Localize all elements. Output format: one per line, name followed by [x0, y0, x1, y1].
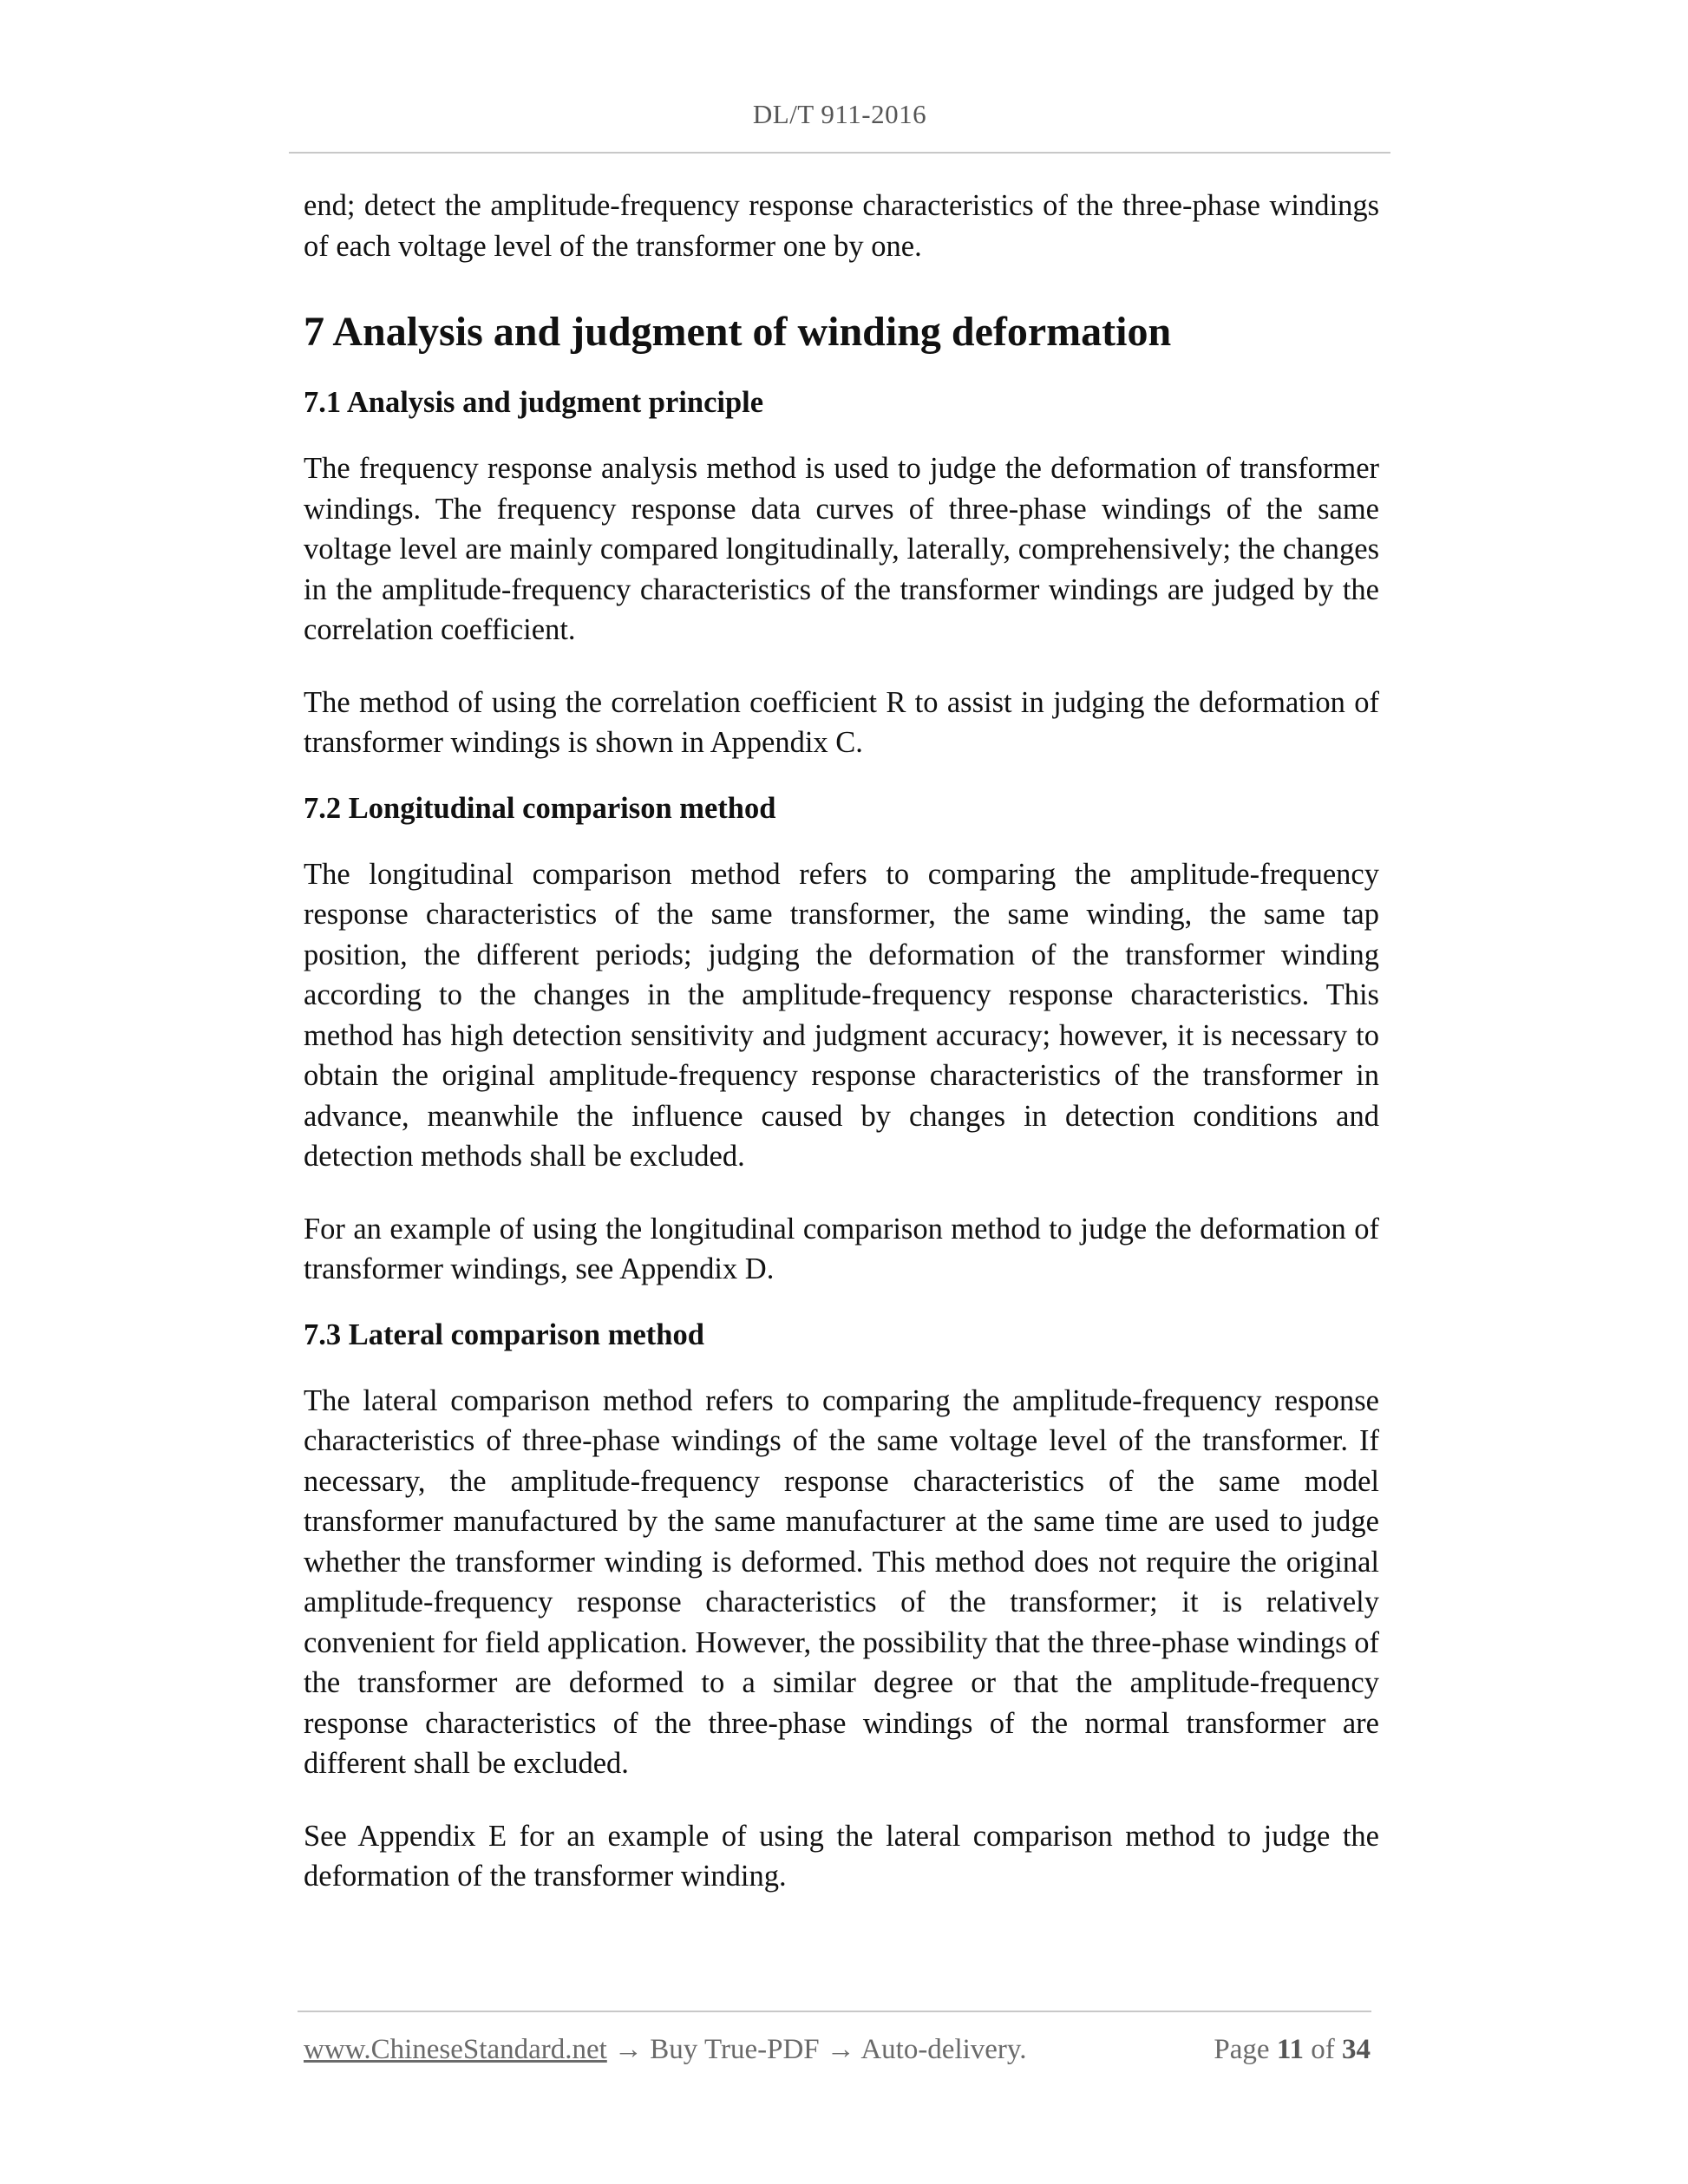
section-7-2-paragraph-2: For an example of using the longitudinal comparison method to judge the deformation of transformer windings, see Appendix D. [304, 1212, 1379, 1285]
arrow-right-icon: → [614, 2034, 644, 2065]
total-pages-number: 34 [1342, 2034, 1371, 2065]
section-7-3-paragraph-1: The lateral comparison method refers to comparing the amplitude-frequency response characteristics of three-phase windings of the same voltage level of the transformer. If necessary, the amplitude-frequency response characteristics of the same model transformer manufactured by the same manufacturer at the same time are used to judge whether the transformer winding is deformed. This method does not require the original amplitude-frequency response characteristics of the transformer; it is relatively convenient for field application. However, the possibility that the three-phase windings of the transformer are deformed to a similar degree or that the amplitude-frequency response characteristics of the three-phase windings of the normal transformer are different shall be excluded. [304, 1383, 1379, 1780]
section-7-3-heading: 7.3 Lateral comparison method [304, 1318, 704, 1351]
current-page-number: 11 [1276, 2034, 1304, 2065]
page-number-indicator [1214, 2031, 1371, 2068]
section-7-1-heading: 7.1 Analysis and judgment principle [304, 386, 764, 419]
page-content [304, 186, 1379, 1897]
header-divider [289, 152, 1390, 154]
of-label: of [1311, 2034, 1335, 2065]
section-7-heading: 7 Analysis and judgment of winding deformation [304, 309, 1172, 355]
footer-left [304, 2031, 1027, 2068]
site-link[interactable]: www.ChineseStandard.net [304, 2034, 607, 2065]
section-7-1-paragraph-2: The method of using the correlation coefficient R to assist in judging the deformation of transformer windings is shown in Appendix C. [304, 685, 1379, 759]
page-label: Page [1214, 2034, 1270, 2065]
continuation-paragraph: end; detect the amplitude-frequency response characteristics of the three-phase windings of each voltage level of the transformer one by one. [304, 189, 1379, 263]
arrow-right-icon: → [826, 2034, 855, 2065]
section-7-2-heading: 7.2 Longitudinal comparison method [304, 791, 776, 825]
buy-pdf-text: Buy True-PDF [650, 2034, 820, 2065]
section-7-3-paragraph-2: See Appendix E for an example of using the lateral comparison method to judge the deformation of the transformer winding. [304, 1819, 1379, 1893]
auto-delivery-text: Auto-delivery. [860, 2034, 1027, 2065]
section-7-1-paragraph-1: The frequency response analysis method is used to judge the deformation of transformer windings. The frequency response data curves of three-phase windings of the same voltage level are mainly compared longitudinally, laterally, comprehensively; the changes in the amplitude-frequency characteristics of the transformer windings are judged by the correlation coefficient. [304, 452, 1379, 646]
footer-divider [298, 2011, 1371, 2012]
doc-code: DL/T 911-2016 [752, 99, 927, 129]
document-header [289, 99, 1390, 130]
section-7-2-paragraph-1: The longitudinal comparison method refers to comparing the amplitude-frequency response characteristics of the same transformer, the same winding, the same tap position, the different periods; judging the deformation of the transformer winding according to the changes in the amplitude-frequency response characteristics. This method has high detection sensitivity and judgment accuracy; however, it is necessary to obtain the original amplitude-frequency response characteristics of the transformer in advance, meanwhile the influence caused by changes in detection conditions and detection methods shall be excluded. [304, 857, 1379, 1173]
